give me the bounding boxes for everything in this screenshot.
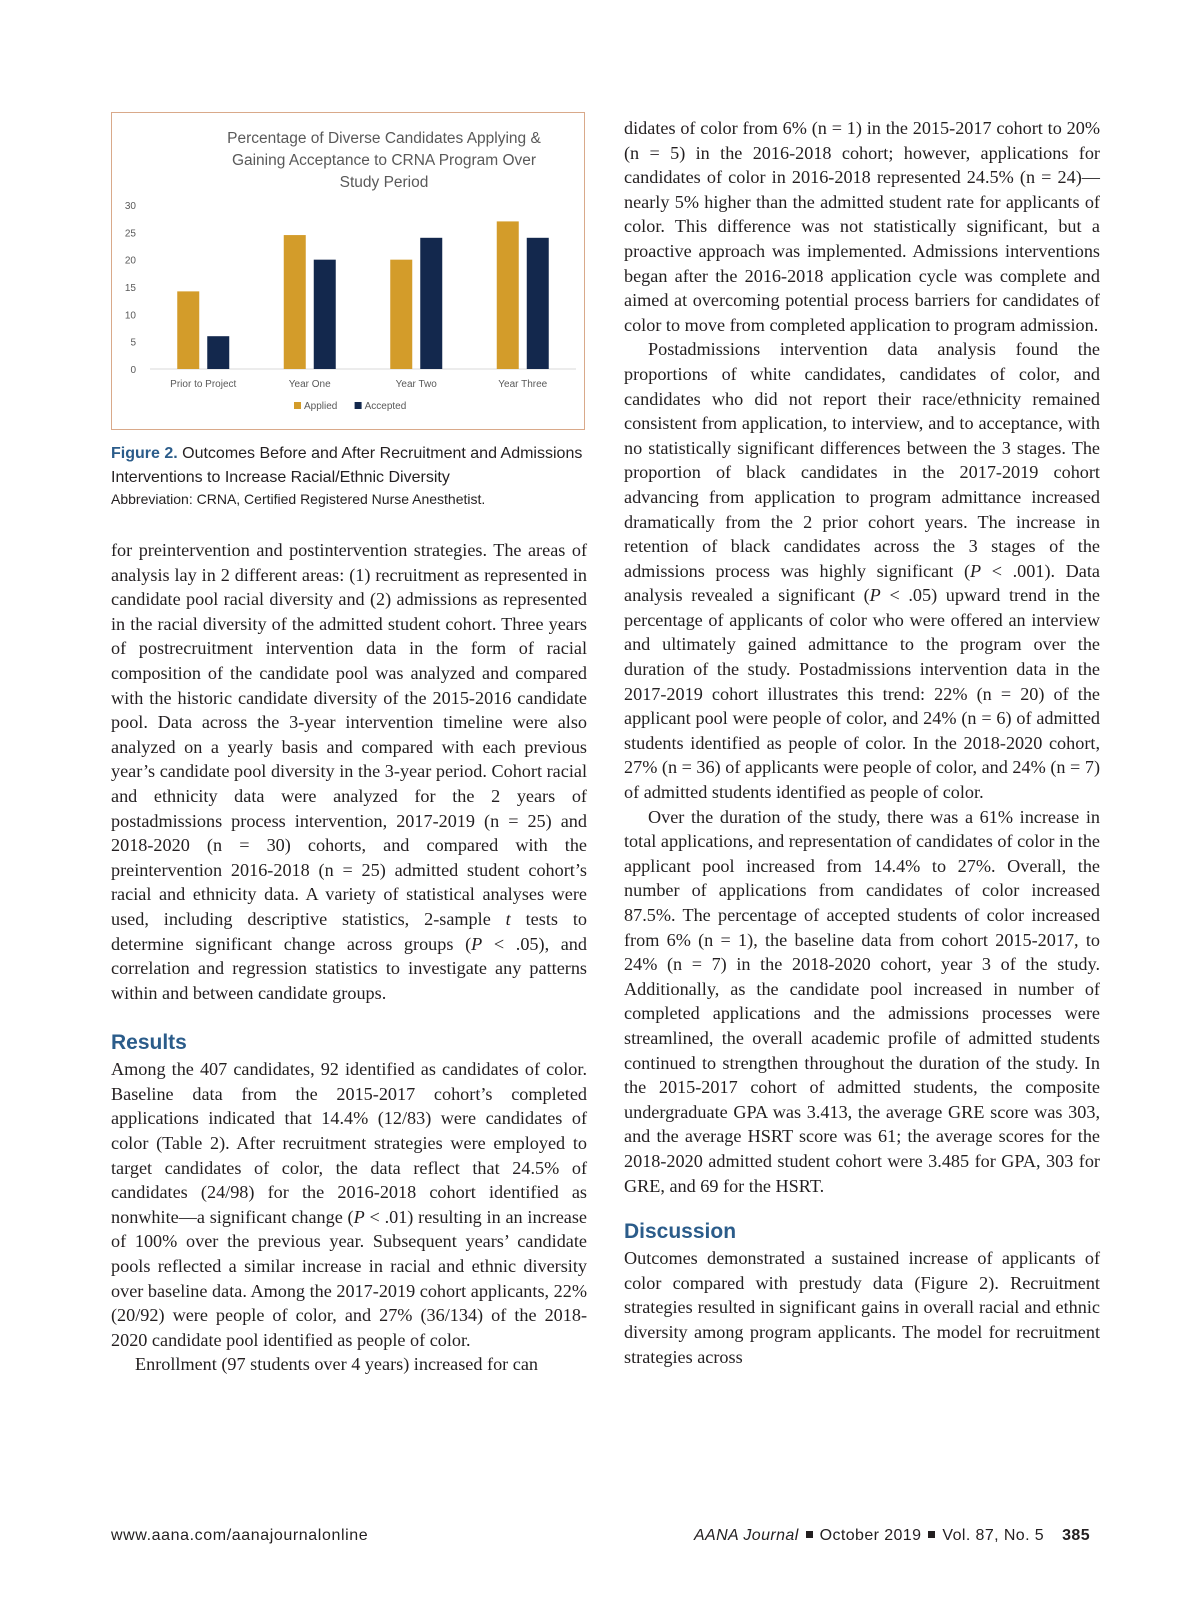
discussion-paragraph: Outcomes demonstrated a sustained increase of applicants of color compared with prestudy data (Figure 2). Recruitment strategies resulted in significant gains in overall racial and ethnic diversity among program applicants. The model for recruitment strategies across [624, 1248, 1100, 1367]
footer-journal-info [694, 1527, 1090, 1545]
results-paragraph: Among the 407 candidates, 92 identified as candidates of color. Baseline data from the 2015-2017 cohort’s completed applications indicated that 14.4% (12/83) were candidates of color (Table 2). After recruitment strategies were employed to target candidates of color, the data reflect that 24.5% of candidates (24/98) for the 2016-2018 cohort identified as nonwhite—a significant change (P < .01) resulting in an increase of 100% over the previous year. Subsequent years’ candidate pools reflected a similar increase in racial and ethnic diversity over baseline data. Among the 2017-2019 cohort applicants, 22% (20/92) were people of color, and 27% (36/134) of the 2018-2020 candidate pool identified as people of color. [111, 1059, 587, 1350]
legend-label-accepted: Accepted [364, 401, 407, 412]
enrollment-continued-paragraph: didates of color from 6% (n = 1) in the 2015-2017 cohort to 20% (n = 5) in the 2016-2018 cohort; however, applications for candidates of color in 2016-2018 represented 24.5% (n = 24)—nearly 5% higher than the admitted student rate for applicants of color. This difference was not statistically significant, but a proactive approach was implemented. Admissions interventions began after the 2016-2018 application cycle was complete and aimed at overcoming potential process barriers for candidates of color to move from completed application to program admission. [624, 118, 1100, 335]
figure-caption-label: Figure 2. [111, 445, 178, 462]
y-tick-label: 10 [124, 310, 136, 322]
results-heading: Results [111, 1031, 187, 1055]
figure-caption-text: Outcomes Before and After Recruitment and Admissions Interventions to Increase Racial/Ethnic Diversity [111, 445, 583, 486]
bar-chart [112, 113, 586, 431]
bar-applied-year-three [497, 221, 519, 369]
y-tick-label: 0 [130, 365, 136, 376]
y-tick-label: 5 [130, 337, 136, 349]
x-tick-label: Year Two [395, 379, 437, 390]
bar-applied-year-one [284, 235, 306, 369]
postadmissions-paragraph: Postadmissions intervention data analysis found the proportions of white candidates, candidates of color, and candidates who did not report their race/ethnicity remained consistent from application, to interview, and to acceptance, with no statistically significant differences between the 3 stages. The proportion of black candidates in the 2017-2019 cohort advancing from application to program admittance increased dramatically from the 2 prior cohort years. The increase in retention of black candidates across the 3 stages of the admissions process was highly significant (P < .001). Data analysis revealed a significant (P < .05) upward trend in the percentage of applicants of color who were offered an interview and ultimately gained admittance to the program over the duration of the study. Postadmissions intervention data in the 2017-2019 cohort illustrates this trend: 22% (n = 20) of the applicant pool were people of color, and 24% (n = 6) of admitted students identified as people of color. In the 2018-2020 cohort, 27% (n = 36) of applicants were people of color, and 24% (n = 7) of admitted students identified as people of color. [624, 339, 1100, 803]
y-tick-label: 25 [124, 228, 136, 240]
figure-abbreviation: Abbreviation: CRNA, Certified Registered Nurse Anesthetist. [111, 491, 486, 507]
chart-title-line: Gaining Acceptance to CRNA Program Over [231, 152, 537, 169]
bar-accepted-year-three [527, 238, 549, 369]
y-tick-label: 30 [124, 201, 136, 212]
methods-paragraph: for preintervention and postintervention strategies. The areas of analysis lay in 2 different areas: (1) recruitment as represented in candidate pool racial diversity and (2) admissions as represented in the racial diversity of the admitted student cohort. Three years of postrecruitment intervention data in the form of racial composition of the candidate pool was analyzed and compared with the historic candidate diversity of the 2015-2016 candidate pool. Data across the 3-year intervention timeline were also analyzed on a yearly basis and compared with each previous year’s candidate pool diversity in the 3-year period. Cohort racial and ethnicity data were analyzed for the 2 years of postadmissions process intervention, 2017-2019 (n = 25) and 2018-2020 (n = 30) cohorts, and compared with the preintervention 2016-2018 (n = 25) admitted student cohort’s racial and ethnicity data. A variety of statistical analyses were used, including descriptive statistics, 2-sample t tests to determine significant change across groups (P < .05), and correlation and regression statistics to investigate any patterns within and between candidate groups. [111, 540, 587, 1003]
page-number: 385 [1062, 1527, 1090, 1544]
bar-accepted-year-one [314, 260, 336, 369]
x-tick-label: Year One [288, 379, 331, 390]
footer-journal: AANA Journal [693, 1527, 799, 1544]
bar-accepted-year-two [420, 238, 442, 369]
bar-applied-year-two [390, 260, 412, 369]
y-tick-label: 20 [124, 255, 136, 267]
discussion-heading: Discussion [624, 1220, 737, 1244]
chart-title-line: Percentage of Diverse Candidates Applying & [227, 130, 541, 147]
figure-caption [111, 442, 587, 490]
right-column [624, 116, 1100, 1369]
x-tick-label: Prior to Project [170, 379, 237, 390]
left-column [111, 112, 587, 1377]
enrollment-paragraph: Enrollment (97 students over 4 years) increased for can [135, 1354, 539, 1375]
footer-date: October 2019 [819, 1527, 922, 1544]
chart-title-line: Study Period [339, 174, 429, 191]
bar-applied-prior-to-project [177, 291, 199, 369]
bar-accepted-prior-to-project [207, 336, 229, 369]
figure-2 [111, 112, 585, 430]
y-tick-label: 15 [124, 283, 136, 294]
duration-paragraph: Over the duration of the study, there was a 61% increase in total applications, and representation of candidates of color in the applicant pool increased from 14.4% to 27%. Overall, the number of applications from candidates of color increased 87.5%. The percentage of accepted students of color increased from 6% (n = 1), the baseline data from cohort 2015-2017, to 24% (n = 7) in the 2018-2020 cohort, year 3 of the study. Additionally, as the candidate pool increased in number of completed applications and the admissions processes were streamlined, the overall academic profile of admitted students continued to strengthen throughout the duration of the study. In the 2015-2017 cohort of admitted students, the composite undergraduate GPA was 3.413, the average GRE score was 303, and the average HSRT score was 61; the average scores for the 2018-2020 admitted student cohort were 3.485 for GPA, 303 for GRE, and 69 for the HSRT. [624, 806, 1100, 1196]
legend-swatch-applied [294, 402, 301, 409]
separator-square-icon [928, 1531, 935, 1538]
x-tick-label: Year Three [498, 379, 548, 390]
legend-swatch-accepted [355, 402, 362, 409]
legend-label-applied: Applied [304, 401, 338, 412]
separator-square-icon [806, 1531, 813, 1538]
footer-volume: Vol. 87, No. 5 [942, 1527, 1045, 1544]
footer-url: www.aana.com/aanajournalonline [111, 1527, 369, 1544]
